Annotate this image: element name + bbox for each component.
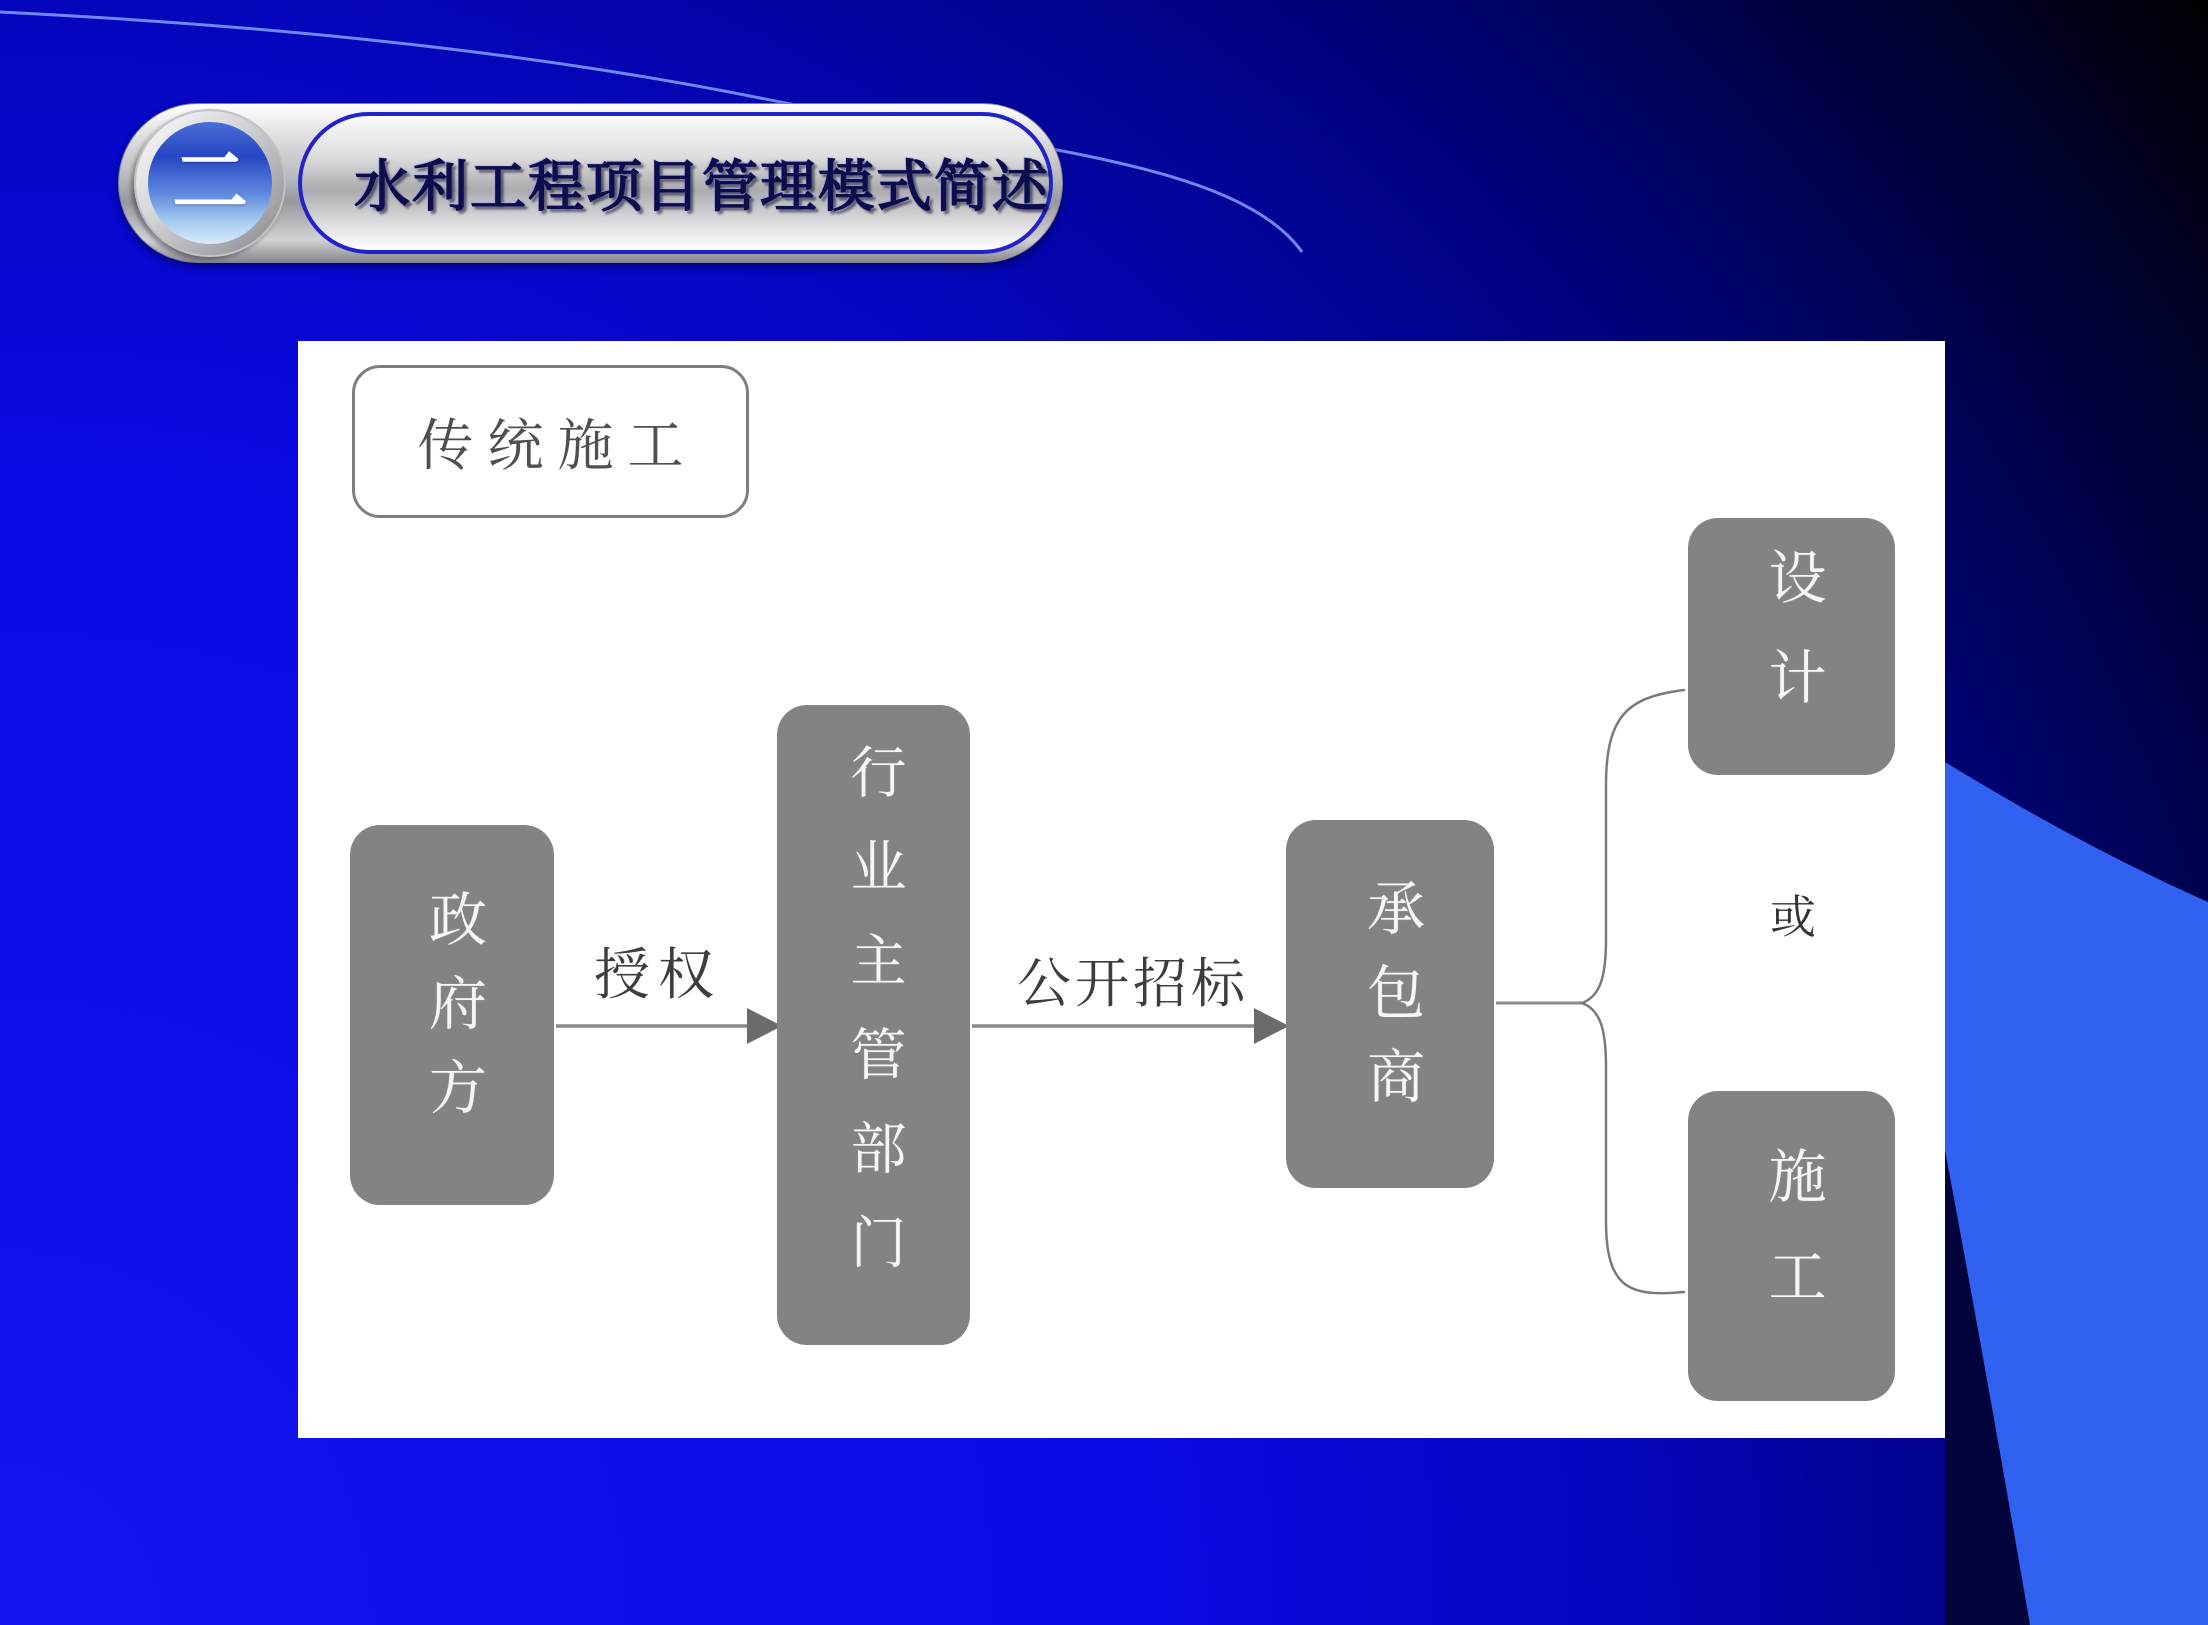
node-industry-authority: 行业主管部门	[777, 705, 970, 1345]
title-banner	[118, 103, 1063, 263]
section-badge-sphere	[148, 122, 272, 244]
edge-label-open-bidding: 公开招标	[1017, 954, 1249, 1014]
section-number: 二	[172, 140, 248, 225]
diagram-category-label: 传统施工	[417, 415, 698, 478]
section-badge	[134, 109, 286, 257]
node-government: 政府方	[350, 825, 554, 1205]
diagram-category-box	[352, 365, 749, 518]
brace-icon	[1582, 690, 1684, 1293]
node-construction: 施工	[1688, 1091, 1895, 1401]
page-title: 水利工程项目管理模式简述	[354, 155, 1050, 218]
node-contractor: 承包商	[1286, 820, 1494, 1188]
node-design: 设计	[1688, 518, 1895, 775]
edge-label-authorize: 授权	[594, 945, 722, 1007]
edge-label-or: 或	[1770, 892, 1816, 943]
banner-inner-capsule	[298, 112, 1053, 254]
diagram-panel	[298, 341, 1945, 1438]
